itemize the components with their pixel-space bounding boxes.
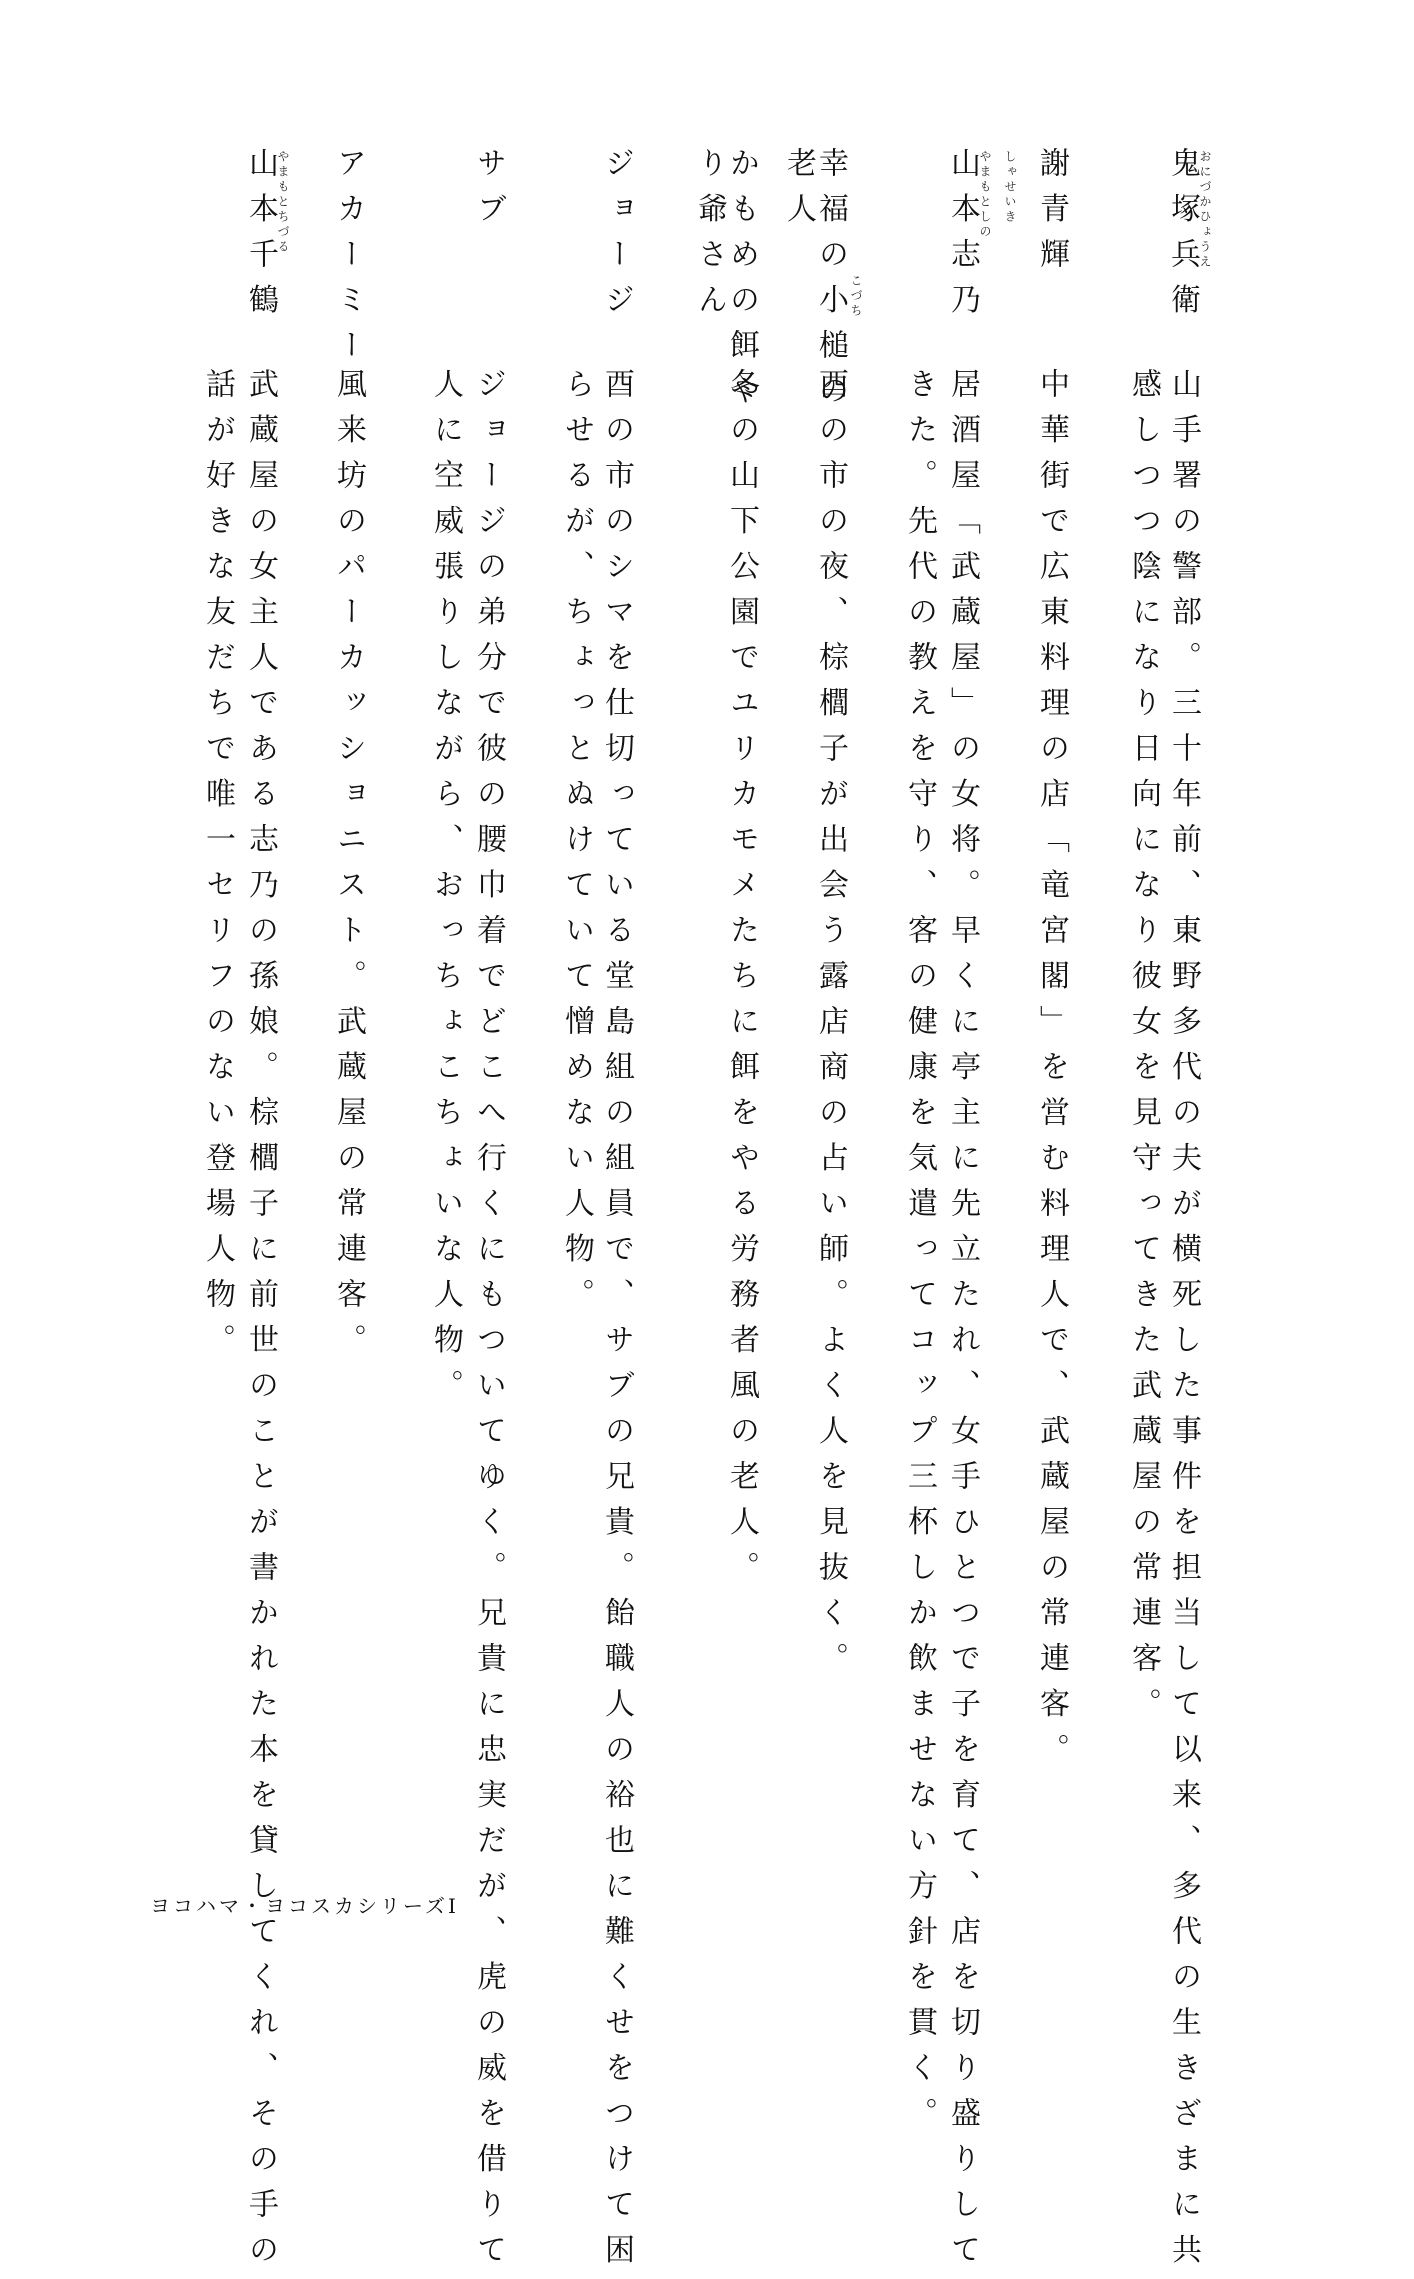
- character-name: かもめの餌や: [724, 147, 759, 420]
- character-description: 冬の山下公園でユリカモメたちに餌をやる労務者風の老人。: [724, 368, 759, 1597]
- character-description: 酉の市のシマを仕切っている堂島組の組員で、サブの兄貴。飴職人の裕也に難くせをつけて困: [599, 368, 634, 2279]
- name-reading: しゃせいき: [1003, 150, 1017, 225]
- name-reading: おにづかひょうえ: [1198, 150, 1212, 270]
- character-name: 謝青輝: [1034, 147, 1069, 284]
- character-name: 山本千鶴: [243, 147, 278, 329]
- character-description: らせるが、ちょっとぬけていて憎めない人物。: [559, 368, 594, 1324]
- character-description: 居酒屋「武蔵屋」の女将。早くに亭主に先立たれ、女手ひとつで子を育て、店を切り盛りして: [945, 368, 980, 2279]
- name-reading: こづち: [849, 274, 863, 319]
- character-name: 幸福の小槌の: [813, 147, 848, 420]
- character-description: 話が好きな友だちで唯一セリフのない登場人物。: [200, 368, 235, 1369]
- character-name: ジョージ: [599, 147, 634, 329]
- running-footer: ヨコハマ・ヨコスカシリーズⅠ: [150, 1894, 459, 1918]
- character-description: きた。先代の教えを守り、客の健康を気遣ってコップ三杯しか飲ませない方針を貫く。: [902, 368, 937, 2143]
- character-description: 感しつつ陰になり日向になり彼女を見守ってきた武蔵屋の常連客。: [1126, 368, 1161, 1733]
- character-name: サブ: [471, 147, 506, 238]
- character-description: 人に空威張りしながら、おっちょこちょいな人物。: [428, 368, 463, 1415]
- character-description: 武蔵屋の女主人である志乃の孫娘。棕櫚子に前世のことが書かれた本を貸してくれ、その手の: [243, 368, 278, 2279]
- name-reading: やまもとしの: [978, 150, 992, 240]
- character-description: ジョージの弟分で彼の腰巾着でどこへ行くにもついてゆく。兄貴に忠実だが、虎の威を借りて: [471, 368, 506, 2279]
- character-description: 中華街で広東料理の店「竜宮閣」を営む料理人で、武蔵屋の常連客。: [1034, 368, 1069, 1779]
- character-name: 山本志乃: [945, 147, 980, 329]
- name-reading: やまもとちづる: [276, 150, 290, 255]
- character-description: 酉の市の夜、棕櫚子が出会う露店商の占い師。よく人を見抜く。: [813, 368, 848, 1688]
- character-name: り爺さん: [692, 147, 727, 329]
- character-description: 山手署の警部。三十年前、東野多代の夫が横死した事件を担当して以来、多代の生きざまに共: [1166, 368, 1201, 2279]
- character-name: アカーミー: [331, 147, 366, 375]
- character-name: 鬼塚兵衛: [1165, 147, 1200, 329]
- character-description: 風来坊のパーカッショニスト。武蔵屋の常連客。: [331, 368, 366, 1369]
- character-name: 老人: [781, 147, 816, 238]
